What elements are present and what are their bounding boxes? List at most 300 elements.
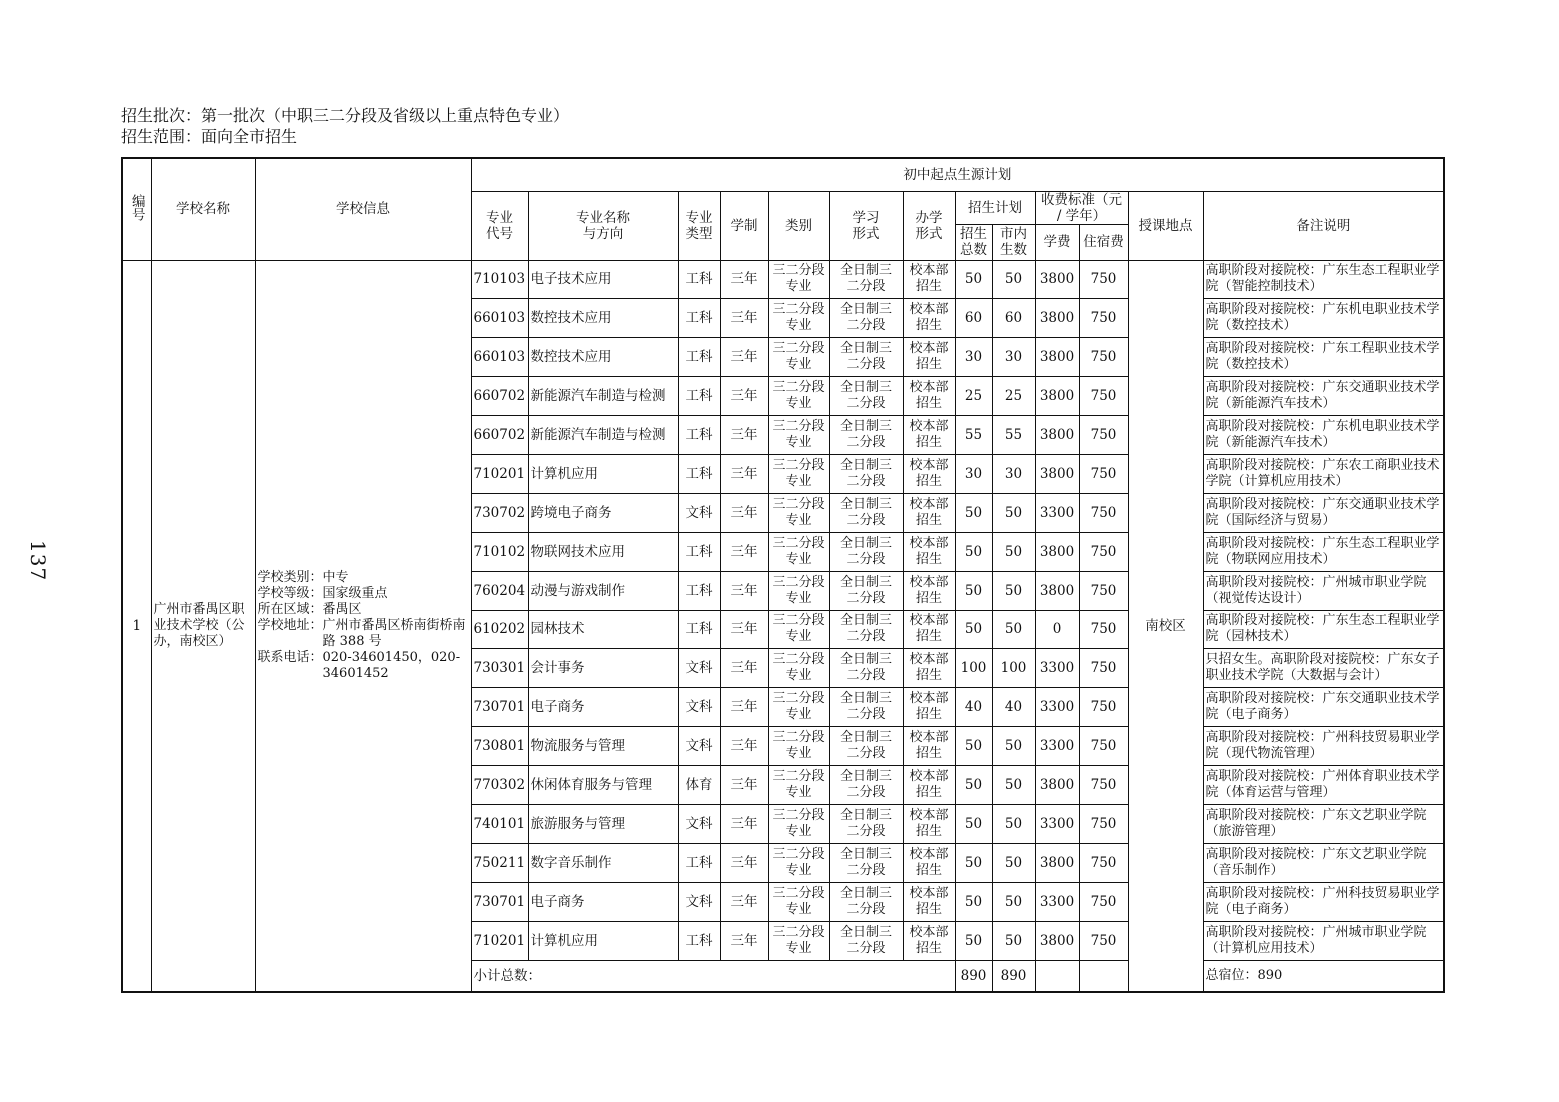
category-text: 三二分段专业 — [772, 769, 825, 801]
dorm-fee-cell: 750 — [1079, 493, 1128, 532]
study-form-cell — [829, 338, 903, 377]
major-type-cell: 工科 — [678, 921, 720, 960]
category-text: 三二分段专业 — [772, 924, 825, 956]
header-school-info: 学校信息 — [255, 158, 471, 260]
enroll-total-cell: 60 — [955, 299, 992, 338]
subtotal-total: 890 — [955, 960, 992, 992]
school-info-line — [258, 570, 469, 586]
tuition-cell: 3800 — [1035, 571, 1079, 610]
major-type-cell: 体育 — [678, 766, 720, 805]
major-type-cell: 文科 — [678, 804, 720, 843]
major-name-cell: 动漫与游戏制作 — [528, 571, 678, 610]
study-form-cell — [829, 571, 903, 610]
dorm-fee-cell: 750 — [1079, 882, 1128, 921]
major-code-cell: 750211 — [471, 843, 528, 882]
category-cell — [768, 416, 829, 455]
major-name-cell: 物流服务与管理 — [528, 727, 678, 766]
study-form-text: 全日制三二分段 — [839, 769, 892, 801]
category-text: 三二分段专业 — [772, 691, 825, 723]
enroll-total-cell: 50 — [955, 571, 992, 610]
school-info-value: 广州市番禺区桥南街桥南路 388 号 — [322, 617, 466, 649]
major-type-cell: 文科 — [678, 493, 720, 532]
category-text: 三二分段专业 — [772, 341, 825, 373]
category-cell — [768, 804, 829, 843]
category-cell — [768, 843, 829, 882]
major-code-cell: 710201 — [471, 921, 528, 960]
school-info-value: 番禺区 — [322, 601, 362, 617]
header-remark: 备注说明 — [1203, 191, 1444, 260]
remark-cell: 高职阶段对接院校：广东交通职业技术学院（新能源汽车技术） — [1203, 377, 1444, 416]
batch-line: 招生批次：第一批次（中职三二分段及省级以上重点特色专业） — [121, 106, 570, 125]
table-body — [122, 260, 1444, 992]
dorm-fee-cell: 750 — [1079, 416, 1128, 455]
school-info-line — [258, 650, 469, 682]
category-text: 三二分段专业 — [772, 885, 825, 917]
enroll-total-cell: 30 — [955, 338, 992, 377]
study-form-cell — [829, 416, 903, 455]
run-form-text: 校本部招生 — [909, 457, 949, 489]
tuition-cell: 3300 — [1035, 493, 1079, 532]
study-form-cell — [829, 299, 903, 338]
school-name-cell: 广州市番禺区职业技术学校（公办，南校区） — [151, 260, 255, 992]
study-form-cell — [829, 804, 903, 843]
header-type: 专业类型 — [678, 191, 720, 260]
category-cell — [768, 299, 829, 338]
school-info-key: 所在区域： — [257, 601, 323, 617]
study-form-text: 全日制三二分段 — [839, 380, 892, 412]
duration-cell: 三年 — [720, 649, 768, 688]
header-local: 市内生数 — [992, 224, 1035, 260]
study-form-cell — [829, 766, 903, 805]
page-number: 137 — [26, 540, 50, 582]
enroll-total-cell: 50 — [955, 727, 992, 766]
run-form-cell — [903, 338, 955, 377]
run-form-cell — [903, 299, 955, 338]
major-name-cell: 会计事务 — [528, 649, 678, 688]
enroll-local-cell: 50 — [992, 260, 1035, 299]
major-code-cell: 730301 — [471, 649, 528, 688]
run-form-cell — [903, 493, 955, 532]
category-cell — [768, 571, 829, 610]
duration-cell: 三年 — [720, 338, 768, 377]
study-form-cell — [829, 260, 903, 299]
tuition-cell: 3300 — [1035, 727, 1079, 766]
enroll-total-cell: 100 — [955, 649, 992, 688]
major-name-cell: 休闲体育服务与管理 — [528, 766, 678, 805]
enroll-local-cell: 50 — [992, 532, 1035, 571]
run-form-text: 校本部招生 — [909, 613, 949, 645]
study-form-text: 全日制三二分段 — [839, 457, 892, 489]
major-code-cell: 740101 — [471, 804, 528, 843]
study-form-text: 全日制三二分段 — [839, 691, 892, 723]
table-row — [122, 260, 1444, 299]
tuition-cell: 3800 — [1035, 416, 1079, 455]
run-form-text: 校本部招生 — [909, 691, 949, 723]
enroll-local-cell: 50 — [992, 571, 1035, 610]
major-code-cell: 660103 — [471, 299, 528, 338]
study-form-text: 全日制三二分段 — [839, 807, 892, 839]
study-form-cell — [829, 688, 903, 727]
major-name-cell: 数控技术应用 — [528, 299, 678, 338]
dorm-fee-cell: 750 — [1079, 843, 1128, 882]
run-form-cell — [903, 260, 955, 299]
dorm-fee-cell: 750 — [1079, 377, 1128, 416]
header-tuition: 学费 — [1035, 224, 1079, 260]
tuition-cell: 3800 — [1035, 454, 1079, 493]
header-no: 编号 — [122, 158, 151, 260]
run-form-cell — [903, 454, 955, 493]
school-info-value: 中专 — [322, 569, 349, 585]
school-info-line — [258, 586, 469, 602]
run-form-text: 校本部招生 — [909, 885, 949, 917]
header-total: 招生总数 — [955, 224, 992, 260]
duration-cell: 三年 — [720, 688, 768, 727]
run-form-cell — [903, 921, 955, 960]
remark-cell: 只招女生。高职阶段对接院校：广东女子职业技术学院（大数据与会计） — [1203, 649, 1444, 688]
study-form-cell — [829, 921, 903, 960]
remark-cell: 高职阶段对接院校：广州科技贸易职业学院（电子商务） — [1203, 882, 1444, 921]
category-text: 三二分段专业 — [772, 302, 825, 334]
header-enroll-group: 招生计划 — [955, 191, 1035, 224]
enroll-local-cell: 50 — [992, 727, 1035, 766]
dorm-fee-cell: 750 — [1079, 921, 1128, 960]
remark-cell: 高职阶段对接院校：广东交通职业技术学院（国际经济与贸易） — [1203, 493, 1444, 532]
run-form-text: 校本部招生 — [909, 302, 949, 334]
run-form-text: 校本部招生 — [909, 496, 949, 528]
remark-cell: 高职阶段对接院校：广州体育职业技术学院（体育运营与管理） — [1203, 766, 1444, 805]
major-name-cell: 计算机应用 — [528, 921, 678, 960]
run-form-text: 校本部招生 — [909, 652, 949, 684]
enroll-total-cell: 50 — [955, 610, 992, 649]
major-name-cell: 新能源汽车制造与检测 — [528, 377, 678, 416]
school-info-key: 学校等级： — [257, 585, 323, 601]
enroll-local-cell: 30 — [992, 338, 1035, 377]
remark-cell: 高职阶段对接院校：广东生态工程职业学院（智能控制技术） — [1203, 260, 1444, 299]
run-form-text: 校本部招生 — [909, 380, 949, 412]
school-info-line — [258, 602, 469, 618]
tuition-cell: 3300 — [1035, 649, 1079, 688]
duration-cell: 三年 — [720, 493, 768, 532]
subtotal-tuition-empty — [1035, 960, 1079, 992]
study-form-cell — [829, 727, 903, 766]
category-cell — [768, 532, 829, 571]
header-school-name: 学校名称 — [151, 158, 255, 260]
study-form-cell — [829, 454, 903, 493]
enroll-total-cell: 50 — [955, 921, 992, 960]
subtotal-local: 890 — [992, 960, 1035, 992]
run-form-cell — [903, 649, 955, 688]
category-cell — [768, 766, 829, 805]
category-cell — [768, 338, 829, 377]
remark-cell: 高职阶段对接院校：广东文艺职业学院（旅游管理） — [1203, 804, 1444, 843]
study-form-text: 全日制三二分段 — [839, 263, 892, 295]
category-cell — [768, 454, 829, 493]
major-name-cell: 旅游服务与管理 — [528, 804, 678, 843]
enroll-local-cell: 30 — [992, 454, 1035, 493]
study-form-text: 全日制三二分段 — [839, 302, 892, 334]
run-form-cell — [903, 416, 955, 455]
enroll-local-cell: 50 — [992, 921, 1035, 960]
major-name-cell: 跨境电子商务 — [528, 493, 678, 532]
remark-cell: 高职阶段对接院校：广东生态工程职业学院（物联网应用技术） — [1203, 532, 1444, 571]
study-form-text: 全日制三二分段 — [839, 652, 892, 684]
run-form-text: 校本部招生 — [909, 924, 949, 956]
major-code-cell: 660103 — [471, 338, 528, 377]
major-type-cell: 工科 — [678, 338, 720, 377]
study-form-text: 全日制三二分段 — [839, 535, 892, 567]
run-form-cell — [903, 843, 955, 882]
remark-cell: 高职阶段对接院校：广东工程职业技术学院（数控技术） — [1203, 338, 1444, 377]
major-name-cell: 数控技术应用 — [528, 338, 678, 377]
major-code-cell: 730801 — [471, 727, 528, 766]
remark-cell: 高职阶段对接院校：广东机电职业技术学院（新能源汽车技术） — [1203, 416, 1444, 455]
category-text: 三二分段专业 — [772, 535, 825, 567]
major-type-cell: 工科 — [678, 299, 720, 338]
study-form-cell — [829, 882, 903, 921]
major-type-cell: 工科 — [678, 454, 720, 493]
enroll-total-cell: 50 — [955, 493, 992, 532]
run-form-cell — [903, 610, 955, 649]
tuition-cell: 3800 — [1035, 299, 1079, 338]
dorm-fee-cell: 750 — [1079, 338, 1128, 377]
enroll-local-cell: 50 — [992, 882, 1035, 921]
category-text: 三二分段专业 — [772, 419, 825, 450]
tuition-cell: 3300 — [1035, 688, 1079, 727]
dorm-fee-cell: 750 — [1079, 804, 1128, 843]
duration-cell: 三年 — [720, 610, 768, 649]
study-form-cell — [829, 532, 903, 571]
enroll-total-cell: 25 — [955, 377, 992, 416]
category-cell — [768, 610, 829, 649]
category-text: 三二分段专业 — [772, 574, 825, 606]
header-run-form: 办学形式 — [903, 191, 955, 260]
enroll-total-cell: 40 — [955, 688, 992, 727]
remark-cell: 高职阶段对接院校：广东交通职业技术学院（电子商务） — [1203, 688, 1444, 727]
major-code-cell: 710102 — [471, 532, 528, 571]
remark-cell: 高职阶段对接院校：广州科技贸易职业学院（现代物流管理） — [1203, 727, 1444, 766]
major-name-cell: 电子技术应用 — [528, 260, 678, 299]
duration-cell: 三年 — [720, 416, 768, 455]
remark-cell: 高职阶段对接院校：广东农工商职业技术学院（计算机应用技术） — [1203, 454, 1444, 493]
category-text: 三二分段专业 — [772, 807, 825, 839]
major-type-cell: 文科 — [678, 727, 720, 766]
school-no-cell: 1 — [122, 260, 151, 992]
major-type-cell: 工科 — [678, 532, 720, 571]
major-code-cell: 730701 — [471, 688, 528, 727]
header-duration: 学制 — [720, 191, 768, 260]
major-name-cell: 物联网技术应用 — [528, 532, 678, 571]
major-name-cell: 数字音乐制作 — [528, 843, 678, 882]
run-form-cell — [903, 571, 955, 610]
category-cell — [768, 727, 829, 766]
tuition-cell: 3800 — [1035, 532, 1079, 571]
major-code-cell: 730701 — [471, 882, 528, 921]
study-form-cell — [829, 493, 903, 532]
scope-line: 招生范围：面向全市招生 — [121, 127, 298, 146]
tuition-cell: 3800 — [1035, 377, 1079, 416]
major-code-cell: 710103 — [471, 260, 528, 299]
study-form-cell — [829, 610, 903, 649]
remark-cell: 高职阶段对接院校：广州城市职业学院（计算机应用技术） — [1203, 921, 1444, 960]
enroll-total-cell: 55 — [955, 416, 992, 455]
enroll-total-cell: 50 — [955, 843, 992, 882]
enroll-local-cell: 50 — [992, 843, 1035, 882]
major-code-cell: 730702 — [471, 493, 528, 532]
duration-cell: 三年 — [720, 727, 768, 766]
duration-cell: 三年 — [720, 843, 768, 882]
run-form-text: 校本部招生 — [909, 419, 949, 450]
run-form-text: 校本部招生 — [909, 263, 949, 295]
header-fee-group: 收费标准（元 / 学年） — [1035, 191, 1128, 224]
school-info-cell — [255, 260, 471, 992]
enroll-local-cell: 50 — [992, 766, 1035, 805]
category-text: 三二分段专业 — [772, 730, 825, 762]
run-form-cell — [903, 804, 955, 843]
dorm-fee-cell: 750 — [1079, 260, 1128, 299]
dorm-fee-cell: 750 — [1079, 571, 1128, 610]
category-cell — [768, 260, 829, 299]
duration-cell: 三年 — [720, 260, 768, 299]
dorm-fee-cell: 750 — [1079, 299, 1128, 338]
study-form-text: 全日制三二分段 — [839, 574, 892, 606]
tuition-cell: 3800 — [1035, 843, 1079, 882]
enroll-total-cell: 50 — [955, 260, 992, 299]
run-form-cell — [903, 688, 955, 727]
category-cell — [768, 649, 829, 688]
subtotal-remark: 总宿位：890 — [1203, 960, 1444, 992]
study-form-text: 全日制三二分段 — [839, 496, 892, 528]
duration-cell: 三年 — [720, 571, 768, 610]
subtotal-dorm-empty — [1079, 960, 1128, 992]
major-code-cell: 660702 — [471, 416, 528, 455]
school-info-line — [258, 618, 469, 650]
major-name-cell: 电子商务 — [528, 688, 678, 727]
remark-cell: 高职阶段对接院校：广州城市职业学院（视觉传达设计） — [1203, 571, 1444, 610]
enroll-total-cell: 30 — [955, 454, 992, 493]
category-text: 三二分段专业 — [772, 652, 825, 684]
duration-cell: 三年 — [720, 882, 768, 921]
category-text: 三二分段专业 — [772, 380, 825, 412]
enroll-local-cell: 55 — [992, 416, 1035, 455]
category-text: 三二分段专业 — [772, 613, 825, 645]
study-form-cell — [829, 843, 903, 882]
enroll-local-cell: 50 — [992, 804, 1035, 843]
tuition-cell: 3800 — [1035, 338, 1079, 377]
run-form-cell — [903, 766, 955, 805]
major-code-cell: 770302 — [471, 766, 528, 805]
school-info-key: 学校地址： — [257, 617, 323, 633]
major-type-cell: 文科 — [678, 649, 720, 688]
category-text: 三二分段专业 — [772, 457, 825, 489]
major-type-cell: 工科 — [678, 571, 720, 610]
run-form-cell — [903, 882, 955, 921]
dorm-fee-cell: 750 — [1079, 610, 1128, 649]
major-code-cell: 760204 — [471, 571, 528, 610]
enroll-total-cell: 50 — [955, 532, 992, 571]
major-type-cell: 工科 — [678, 610, 720, 649]
header-dorm: 住宿费 — [1079, 224, 1128, 260]
category-cell — [768, 493, 829, 532]
header-study-form: 学习形式 — [829, 191, 903, 260]
major-name-cell: 园林技术 — [528, 610, 678, 649]
major-code-cell: 710201 — [471, 454, 528, 493]
category-cell — [768, 882, 829, 921]
enroll-local-cell: 60 — [992, 299, 1035, 338]
major-code-cell: 610202 — [471, 610, 528, 649]
enroll-total-cell: 50 — [955, 766, 992, 805]
school-info-key: 联系电话： — [257, 649, 323, 665]
duration-cell: 三年 — [720, 377, 768, 416]
category-text: 三二分段专业 — [772, 846, 825, 878]
enrollment-plan-table — [121, 157, 1445, 993]
category-text: 三二分段专业 — [772, 263, 825, 295]
tuition-cell: 3800 — [1035, 766, 1079, 805]
category-cell — [768, 377, 829, 416]
tuition-cell: 3300 — [1035, 804, 1079, 843]
duration-cell: 三年 — [720, 532, 768, 571]
major-type-cell: 文科 — [678, 882, 720, 921]
major-type-cell: 工科 — [678, 260, 720, 299]
dorm-fee-cell: 750 — [1079, 727, 1128, 766]
tuition-cell: 3800 — [1035, 921, 1079, 960]
remark-cell: 高职阶段对接院校：广东机电职业技术学院（数控技术） — [1203, 299, 1444, 338]
tuition-cell: 0 — [1035, 610, 1079, 649]
enroll-local-cell: 50 — [992, 493, 1035, 532]
subtotal-label: 小计总数： — [471, 960, 955, 992]
header-location: 授课地点 — [1128, 191, 1203, 260]
tuition-cell: 3800 — [1035, 260, 1079, 299]
major-name-cell: 新能源汽车制造与检测 — [528, 416, 678, 455]
category-cell — [768, 921, 829, 960]
category-cell — [768, 688, 829, 727]
enroll-local-cell: 40 — [992, 688, 1035, 727]
major-name-cell: 电子商务 — [528, 882, 678, 921]
study-form-cell — [829, 649, 903, 688]
run-form-cell — [903, 377, 955, 416]
header-code: 专业代号 — [471, 191, 528, 260]
enroll-local-cell: 50 — [992, 610, 1035, 649]
run-form-text: 校本部招生 — [909, 574, 949, 606]
major-type-cell: 工科 — [678, 377, 720, 416]
dorm-fee-cell: 750 — [1079, 532, 1128, 571]
enroll-local-cell: 25 — [992, 377, 1035, 416]
major-name-cell: 计算机应用 — [528, 454, 678, 493]
tuition-cell: 3300 — [1035, 882, 1079, 921]
duration-cell: 三年 — [720, 454, 768, 493]
dorm-fee-cell: 750 — [1079, 454, 1128, 493]
dorm-fee-cell: 750 — [1079, 688, 1128, 727]
run-form-text: 校本部招生 — [909, 846, 949, 878]
category-text: 三二分段专业 — [772, 496, 825, 528]
header-major: 专业名称与方向 — [528, 191, 678, 260]
remark-cell: 高职阶段对接院校：广东生态工程职业学院（园林技术） — [1203, 610, 1444, 649]
study-form-text: 全日制三二分段 — [839, 846, 892, 878]
run-form-text: 校本部招生 — [909, 807, 949, 839]
run-form-cell — [903, 727, 955, 766]
run-form-cell — [903, 532, 955, 571]
major-type-cell: 文科 — [678, 688, 720, 727]
header-category: 类别 — [768, 191, 829, 260]
enroll-local-cell: 100 — [992, 649, 1035, 688]
remark-cell: 高职阶段对接院校：广东文艺职业学院（音乐制作） — [1203, 843, 1444, 882]
school-info-value: 020-34601450，020-34601452 — [322, 649, 461, 681]
dorm-fee-cell: 750 — [1079, 649, 1128, 688]
major-type-cell: 工科 — [678, 843, 720, 882]
run-form-text: 校本部招生 — [909, 341, 949, 373]
duration-cell: 三年 — [720, 804, 768, 843]
enroll-total-cell: 50 — [955, 882, 992, 921]
duration-cell: 三年 — [720, 921, 768, 960]
